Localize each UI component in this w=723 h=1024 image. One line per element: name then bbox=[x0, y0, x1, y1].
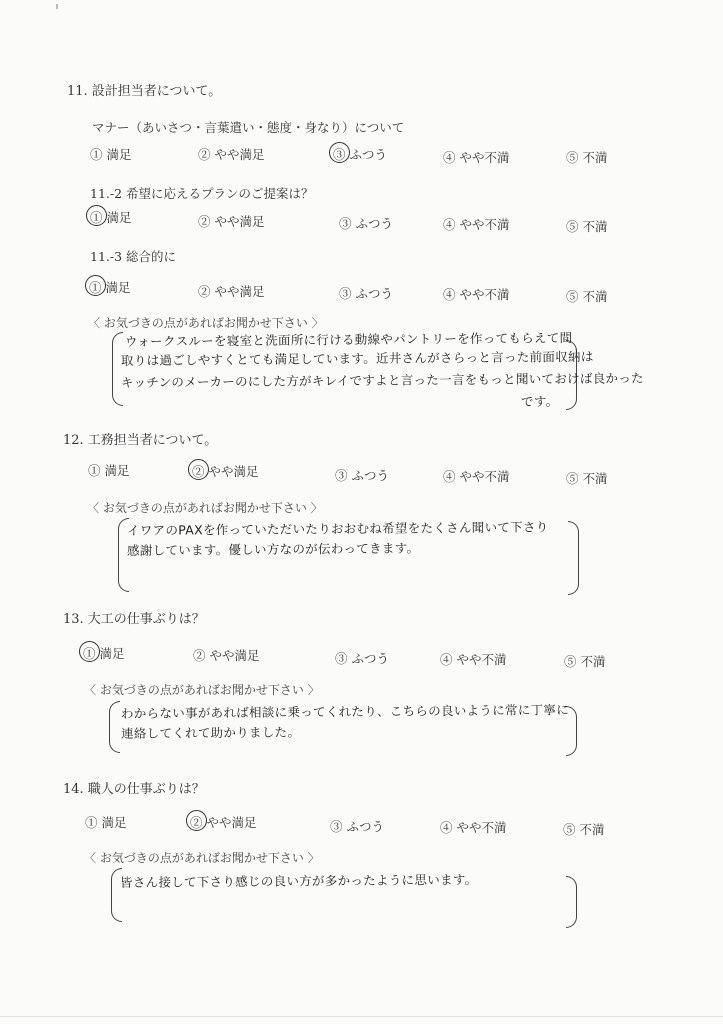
q11-r3-opt2[interactable]: ② やや満足 bbox=[198, 284, 265, 299]
scan-line bbox=[0, 1016, 723, 1017]
q11-r2-opt3[interactable]: ③ ふつう bbox=[339, 216, 393, 231]
q11-r2-opt5[interactable]: ⑤ 不満 bbox=[566, 219, 608, 234]
q13-comment-line2: 連絡してくれて助かりました。 bbox=[120, 724, 301, 741]
q13-hint: 〈 お気づきの点があればお聞かせ下さい 〉 bbox=[84, 683, 320, 697]
q11-sub1: マナー（あいさつ・言葉遣い・態度・身なり）について bbox=[92, 120, 405, 135]
q13-opt2[interactable]: ② やや満足 bbox=[193, 648, 260, 663]
q11-sub2: 11.-2 希望に応えるプランのご提案は？ bbox=[90, 186, 314, 201]
q11-comment-line1: ウォークスルーを寝室と洗面所に行ける動線やパントリーを作ってもらえて間 bbox=[124, 330, 573, 349]
scan-mark bbox=[56, 4, 58, 9]
q11-comment-line3: キッチンのメーカーのにした方がキレイですよと言った一言をもっと聞いておけば良かった bbox=[120, 370, 644, 390]
q11-r2-opt1-selected[interactable]: ① 満足 bbox=[90, 210, 132, 225]
q13-opt4[interactable]: ④ やや不満 bbox=[440, 652, 507, 667]
q11-comment-line4: です。 bbox=[520, 393, 559, 409]
q12-hint: 〈 お気づきの点があればお聞かせ下さい 〉 bbox=[87, 501, 323, 515]
q11-r2-opt4[interactable]: ④ やや不満 bbox=[443, 217, 510, 232]
q11-r1-opt3-selected[interactable]: ③ ふつう bbox=[333, 147, 387, 162]
q13-opt3[interactable]: ③ ふつう bbox=[335, 651, 389, 666]
q11-r1-opt5[interactable]: ⑤ 不満 bbox=[566, 150, 608, 165]
q11-r1-opt1[interactable]: ① 満足 bbox=[90, 147, 132, 162]
comment-bracket-left bbox=[109, 701, 120, 753]
q12-opt4[interactable]: ④ やや不満 bbox=[443, 469, 510, 484]
q11-r3-opt3[interactable]: ③ ふつう bbox=[339, 286, 393, 301]
q11-title: 11. 設計担当者について。 bbox=[67, 84, 222, 99]
q13-opt1-selected[interactable]: ① 満足 bbox=[83, 646, 125, 661]
q11-r3-opt5[interactable]: ⑤ 不満 bbox=[566, 289, 608, 304]
q14-opt1[interactable]: ① 満足 bbox=[85, 815, 127, 830]
q11-r3-opt1-selected[interactable]: ① 満足 bbox=[89, 280, 131, 295]
q12-comment-line1: イワアのPAXを作っていただいたりおおむね希望をたくさん聞いて下さり bbox=[126, 519, 549, 538]
q12-opt3[interactable]: ③ ふつう bbox=[335, 468, 389, 483]
q14-opt4[interactable]: ④ やや不満 bbox=[440, 820, 507, 835]
q11-hint: 〈 お気づきの点があればお聞かせ下さい 〉 bbox=[88, 316, 324, 330]
comment-bracket-left bbox=[112, 332, 123, 406]
comment-bracket-right bbox=[566, 876, 577, 928]
q12-opt1[interactable]: ① 満足 bbox=[88, 463, 130, 478]
q11-r2-opt2[interactable]: ② やや満足 bbox=[198, 214, 265, 229]
q14-title: 14. 職人の仕事ぶりは？ bbox=[63, 782, 205, 797]
q11-r1-opt4[interactable]: ④ やや不満 bbox=[443, 150, 510, 165]
q12-opt2-selected[interactable]: ② やや満足 bbox=[192, 464, 259, 479]
q14-hint: 〈 お気づきの点があればお聞かせ下さい 〉 bbox=[84, 851, 320, 865]
q11-sub3: 11.-3 総合的に bbox=[90, 249, 177, 264]
q12-opt5[interactable]: ⑤ 不満 bbox=[566, 471, 608, 486]
q13-title: 13. 大工の仕事ぶりは？ bbox=[63, 612, 205, 627]
q14-opt3[interactable]: ③ ふつう bbox=[330, 819, 384, 834]
q14-opt2-selected[interactable]: ② やや満足 bbox=[190, 815, 257, 830]
q13-comment-line1: わからない事があれば相談に乗ってくれたり、こちらの良いように常に丁寧に bbox=[120, 702, 570, 721]
q14-opt5[interactable]: ⑤ 不満 bbox=[563, 822, 605, 837]
q11-r1-opt2[interactable]: ② やや満足 bbox=[198, 147, 265, 162]
comment-bracket-right bbox=[568, 521, 579, 595]
q14-comment-line1: 皆さん接して下さり感じの良い方が多かったように思います。 bbox=[119, 871, 478, 890]
q11-comment-line2: 取りは過ごしやすくとても満足しています。近井さんがさらっと言った前面収納は bbox=[120, 348, 594, 368]
q12-comment-line2: 感謝しています。優しい方なのが伝わってきます。 bbox=[126, 540, 420, 558]
q13-opt5[interactable]: ⑤ 不満 bbox=[564, 654, 606, 669]
q12-title: 12. 工務担当者について。 bbox=[63, 433, 218, 448]
q11-r3-opt4[interactable]: ④ やや不満 bbox=[443, 287, 510, 302]
